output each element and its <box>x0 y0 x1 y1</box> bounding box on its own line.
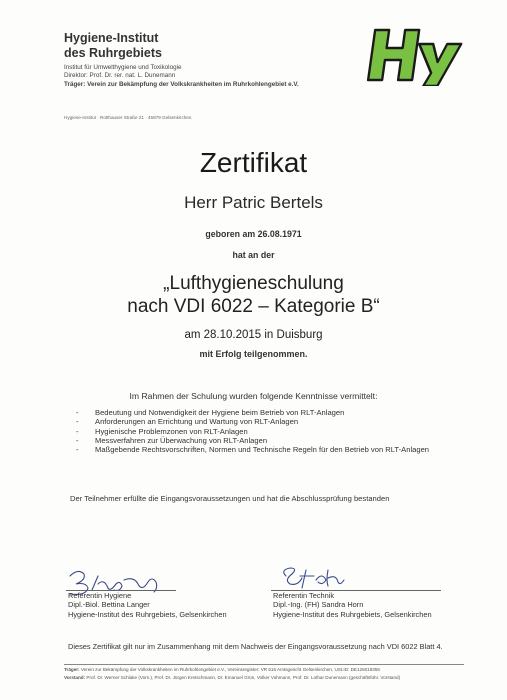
list-item: - Bedeutung und Notwendigkeit der Hygiene beim Betrieb von RLT-Anlagen <box>76 408 345 417</box>
list-item-text: Bedeutung und Notwendigkeit der Hygiene beim Betrieb von RLT-Anlagen <box>95 408 345 417</box>
signature-block-right <box>273 591 432 619</box>
footer-divider <box>64 664 464 665</box>
institute-director: Direktor: Prof. Dr. rer. nat. L. Dunemann <box>64 72 176 80</box>
signature-right <box>276 564 356 592</box>
hy-logo <box>362 24 466 86</box>
list-item: - Maßgebende Rechtsvorschriften, Normen und Technische Regeln für den Betrieb von RLT-Anlagen <box>76 445 430 455</box>
requirements-text: Der Teilnehmer erfüllte die Eingangsvoraussetzungen und hat die Abschlussprüfung bestanden <box>70 494 390 503</box>
institute-subtitle: Institut für Umwelthygiene und Toxikologie <box>64 64 182 71</box>
course-date-place: am 28.10.2015 in Duisburg <box>184 329 323 341</box>
left-org: Hygiene-Institut des Ruhrgebiets, Gelsenkirchen <box>68 609 227 619</box>
institute-details <box>64 64 299 89</box>
footer-board-label: Vorstand: <box>64 675 86 680</box>
institute-address: Hygiene-Institut · Rotthauser Straße 21 · 45879 Gelsenkirchen <box>64 115 192 120</box>
footer-board <box>64 675 484 681</box>
participant-name: Herr Patric Bertels <box>184 193 323 212</box>
footer-board-text: Prof. Dr. Werner Schlake (Vors.), Prof. Dr. Jürgen Kretschmann, Dr. Emanuel Grün, Volker Vohmann, Prof. Dr. Lothar Dunemann (geschäftsführ. Vorstand) <box>86 675 401 680</box>
right-name: Dipl.-Ing. (FH) Sandra Horn <box>273 600 364 610</box>
left-name: Dipl.-Biol. Bettina Langer <box>68 600 150 610</box>
validity-note: Dieses Zertifikat gilt nur im Zusammenhang mit dem Nachweis der Eingangsvoraussetzung nach VDI 6022 Blatt 4. <box>68 642 443 651</box>
left-role: Referentin Hygiene <box>68 591 132 600</box>
result-text: mit Erfolg teilgenommen. <box>199 349 308 359</box>
knowledge-intro: Im Rahmen der Schulung wurden folgende Kenntnisse vermittelt: <box>129 391 378 401</box>
right-role: Referentin Technik <box>273 591 335 600</box>
footer-sponsor-label: Träger: <box>64 667 80 672</box>
certificate-title: Zertifikat <box>199 147 308 178</box>
knowledge-list <box>70 408 470 454</box>
participated-text: hat an der <box>232 250 275 260</box>
list-item: - Messverfahren zur Überwachung von RLT-Anlagen <box>76 435 268 445</box>
institute-name-line2: des Ruhrgebiets <box>64 46 162 60</box>
footer-sponsor-text: Verein zur Bekämpfung der Volkskrankheiten im Ruhrkohlengebiet e.V., Vereinsregister: VR 516 Amtsgericht Gelsenkirchen, USt.ID: DE125018356 <box>80 667 380 672</box>
list-item-text: Hygienische Problemzonen von RLT-Anlagen <box>95 426 248 436</box>
institute-name-line1: Hygiene-Institut <box>64 31 159 45</box>
list-item: - Hygienische Problemzonen von RLT-Anlagen <box>76 426 248 436</box>
list-item-text: Anforderungen an Errichtung und Wartung von RLT-Anlagen <box>95 417 299 427</box>
course-title-line1: „Lufthygieneschulung <box>163 273 344 294</box>
list-item-text: Maßgebende Rechtsvorschriften, Normen und Technische Regeln für den Betrieb von RLT-Anlagen <box>95 445 430 455</box>
institute-name <box>64 31 162 61</box>
institute-sponsor: Träger: Verein zur Bekämpfung der Volkskrankheiten im Ruhrkohlengebiet e.V. <box>64 80 299 88</box>
signature-block-left <box>68 591 227 619</box>
right-org: Hygiene-Institut des Ruhrgebiets, Gelsenkirchen <box>273 609 432 619</box>
footer-sponsor <box>64 667 484 673</box>
list-item-text: Messverfahren zur Überwachung von RLT-Anlagen <box>95 435 268 445</box>
course-title-line2: nach VDI 6022 – Kategorie B“ <box>127 296 380 317</box>
list-item: - Anforderungen an Errichtung und Wartung von RLT-Anlagen <box>76 417 299 427</box>
birth-date: geboren am 26.08.1971 <box>205 229 302 239</box>
